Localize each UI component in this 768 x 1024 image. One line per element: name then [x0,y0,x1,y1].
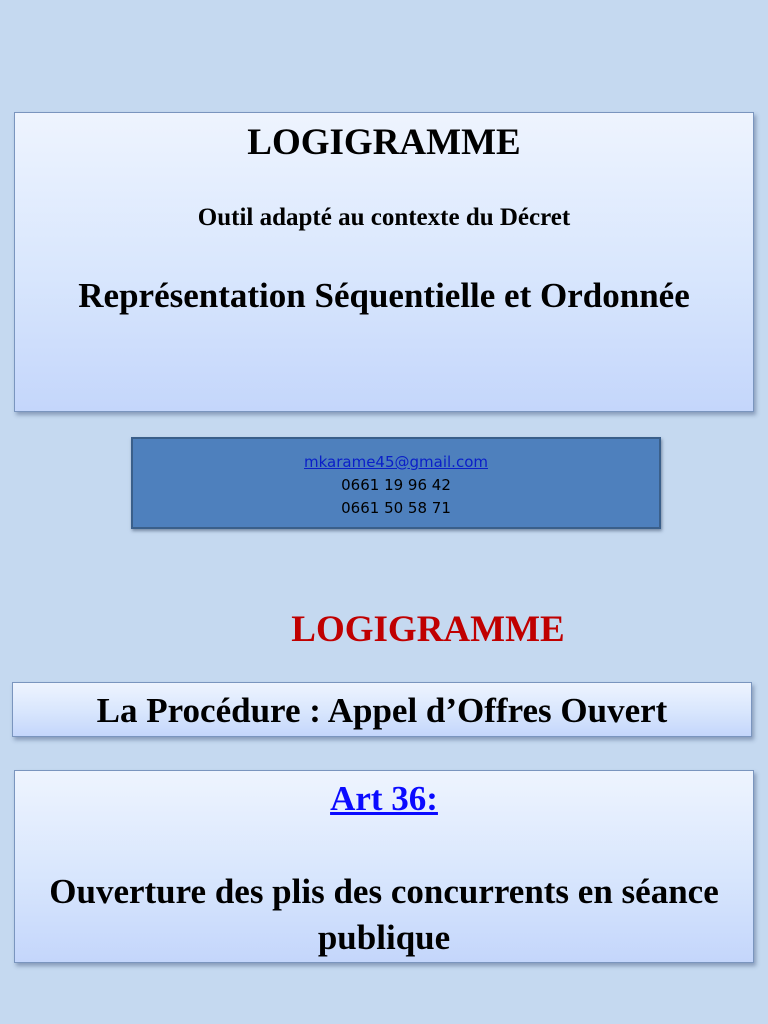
subtitle: Outil adapté au contexte du Décret [197,204,571,231]
procedure-panel [12,682,752,737]
phone-number-1: 0661 19 96 42 [341,476,451,494]
contact-box [131,437,661,529]
title-panel [14,112,754,412]
section-heading: LOGIGRAMME [291,609,565,650]
phone-number-2: 0661 50 58 71 [341,499,451,517]
procedure-label: La Procédure : Appel d’Offres Ouvert [96,691,668,730]
article-description: Ouverture des plis des concurrents en séance publique [49,872,719,957]
email-link[interactable]: mkarame45@gmail.com [304,453,488,471]
tagline: Représentation Séquentielle et Ordonnée [78,276,690,315]
main-title: LOGIGRAMME [247,122,521,163]
article-panel [14,770,754,963]
article-reference-link[interactable]: Art 36: [330,779,438,818]
